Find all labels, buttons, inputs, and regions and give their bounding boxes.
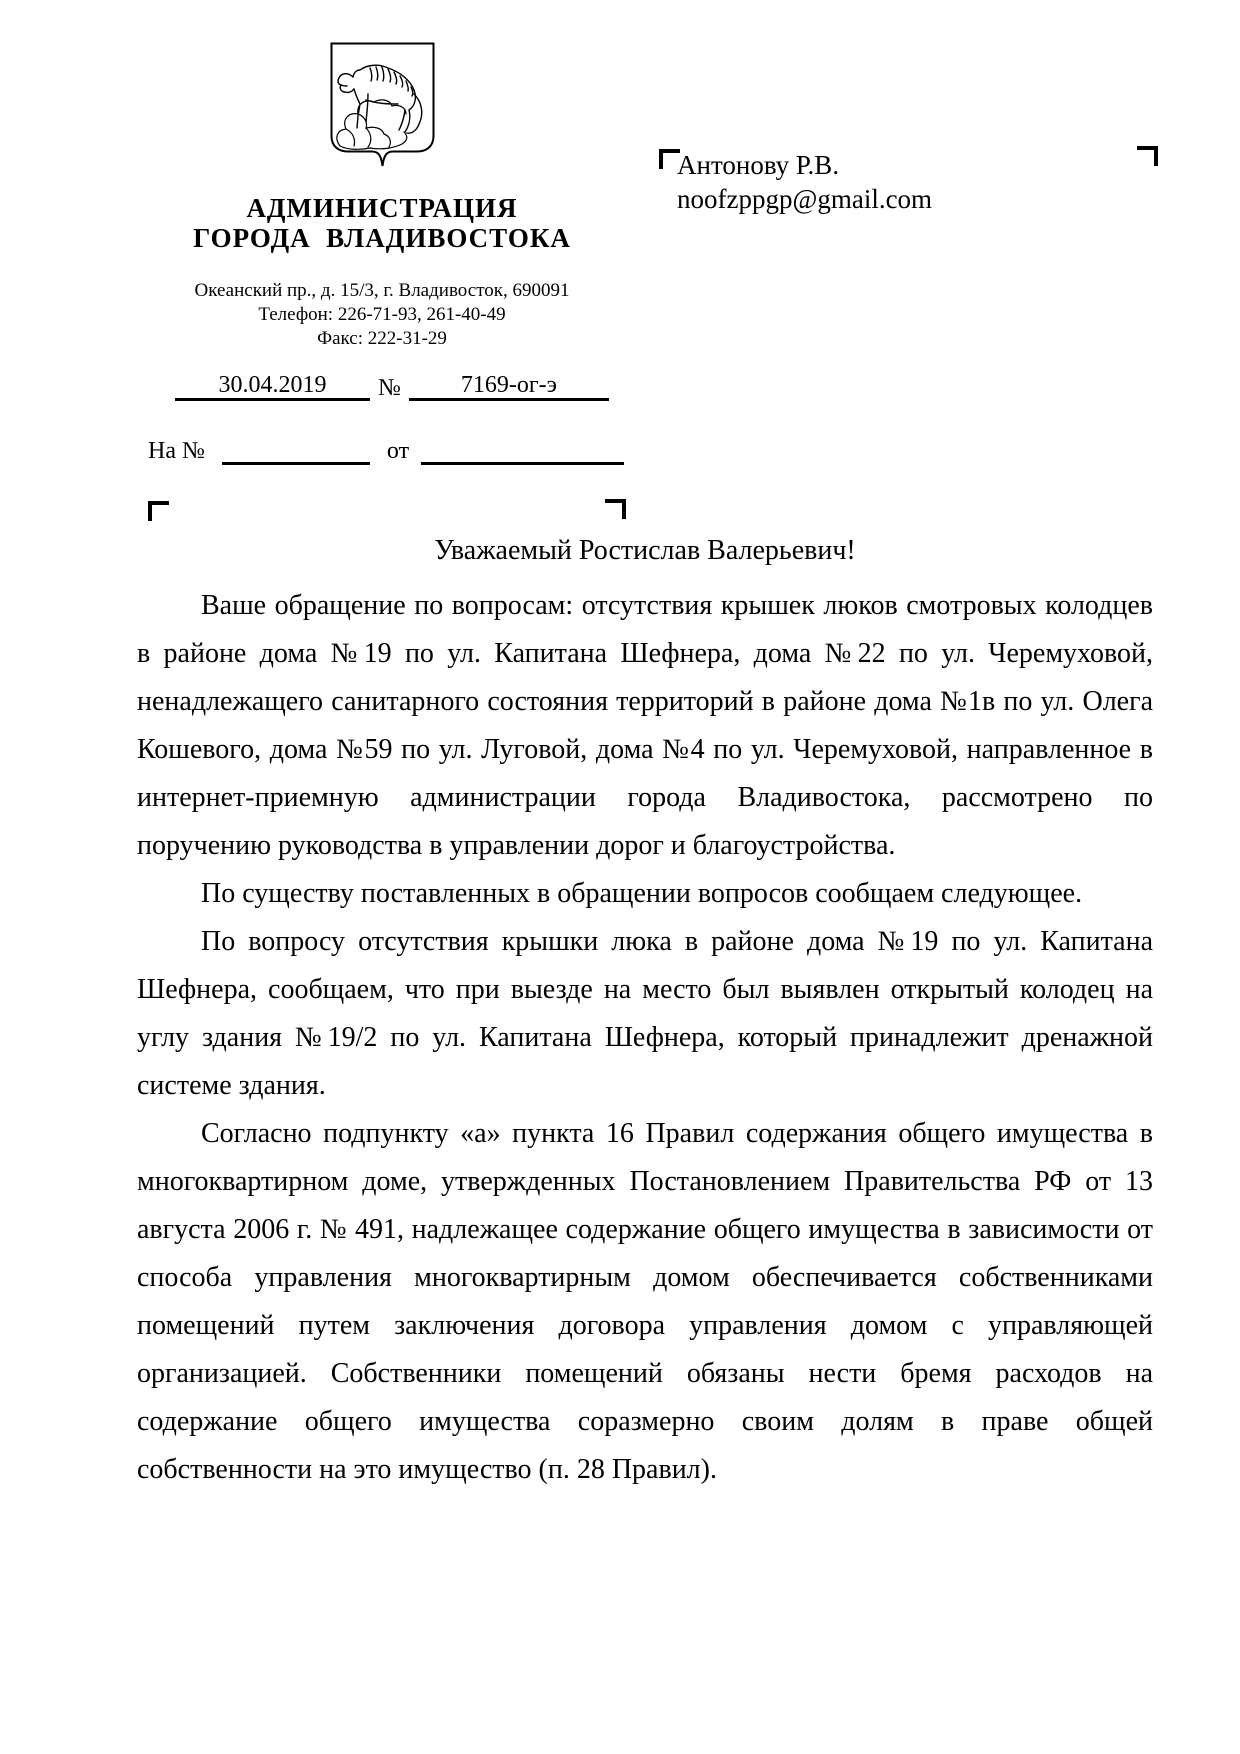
salutation: Уважаемый Ростислав Валерьевич! [434, 535, 856, 566]
org-name-line1: АДМИНИСТРАЦИЯ [246, 193, 518, 223]
reply-number-blank-field [222, 440, 370, 465]
outgoing-date-field [175, 372, 370, 401]
outgoing-number-field [409, 372, 609, 401]
recipient-corner-close-mark [1137, 146, 1158, 166]
recipient-block [677, 148, 932, 216]
letter-body [137, 527, 1153, 1494]
reply-date-blank-field [421, 440, 624, 465]
recipient-email: noofzppgp@gmail.com [677, 184, 933, 214]
reply-prefix-label: На № [148, 438, 205, 464]
number-sign: № [378, 375, 401, 401]
org-fax: Факс: 222-31-29 [317, 328, 447, 349]
letterhead-spacer [132, 253, 632, 279]
recipient-name: Антонову Р.В. [677, 150, 840, 180]
body-paragraph-4: Согласно подпункту «а» пункта 16 Правил содержания общего имущества в многоквартирном доме, утвержденных Постановлением Правительства РФ от 13 августа 2006 г. № 491, надлежащее содержание общего имущества в зависимости от способа управления многоквартирным домом обеспечивается собственниками помещений путем заключения договора управления домом с управляющей организацией. Собственники помещений обязаны нести бремя расходов на содержание общего имущества соразмерно своим долям в праве общей собственности на это имущество (п. 28 Правил). [137, 1118, 1153, 1485]
coat-of-arms-tiger-emblem-icon [328, 40, 437, 171]
reply-ref-row [148, 438, 624, 464]
rocks-figure [336, 100, 406, 149]
org-phone: Телефон: 226-71-93, 261-40-49 [258, 304, 506, 325]
body-paragraph-3: По вопросу отсутствия крышки люка в районе дома №19 по ул. Капитана Шефнера, сообщаем, что при выезде на место был выявлен открытый колодец на углу здания №19/2 по ул. Капитана Шефнера, который принадлежит дренажной системе здания. [137, 926, 1153, 1101]
body-paragraph-2: По существу поставленных в обращении вопросов сообщаем следующее. [201, 878, 1083, 909]
letterhead [132, 40, 632, 351]
org-name-line2: ГОРОДА ВЛАДИВОСТОКА [193, 223, 571, 253]
outgoing-number: 7169-ог-э [460, 372, 557, 398]
address-field-corner-close-mark [605, 499, 626, 519]
body-paragraph-1: Ваше обращение по вопросам: отсутствия крышек люков смотровых колодцев в районе дома №19 по ул. Капитана Шефнера, дома №22 по ул. Черемуховой, ненадлежащего санитарного состояния территорий в районе дома №1в по ул. Олега Кошевого, дома №59 по ул. Луговой, дома №4 по ул. Черемуховой, направленное в интернет-приемную администрации города Владивостока, рассмотрено по поручению руководства в управлении дорог и благоустройства. [137, 590, 1153, 861]
recipient-corner-open-mark [659, 149, 680, 169]
outgoing-date: 30.04.2019 [218, 372, 327, 398]
tiger-figure [337, 65, 421, 133]
reply-from-label: от [386, 438, 410, 464]
outgoing-ref-row [175, 372, 609, 401]
org-address: Океанский пр., д. 15/3, г. Владивосток, 690091 [194, 280, 570, 301]
address-field-corner-open-mark [148, 501, 169, 521]
